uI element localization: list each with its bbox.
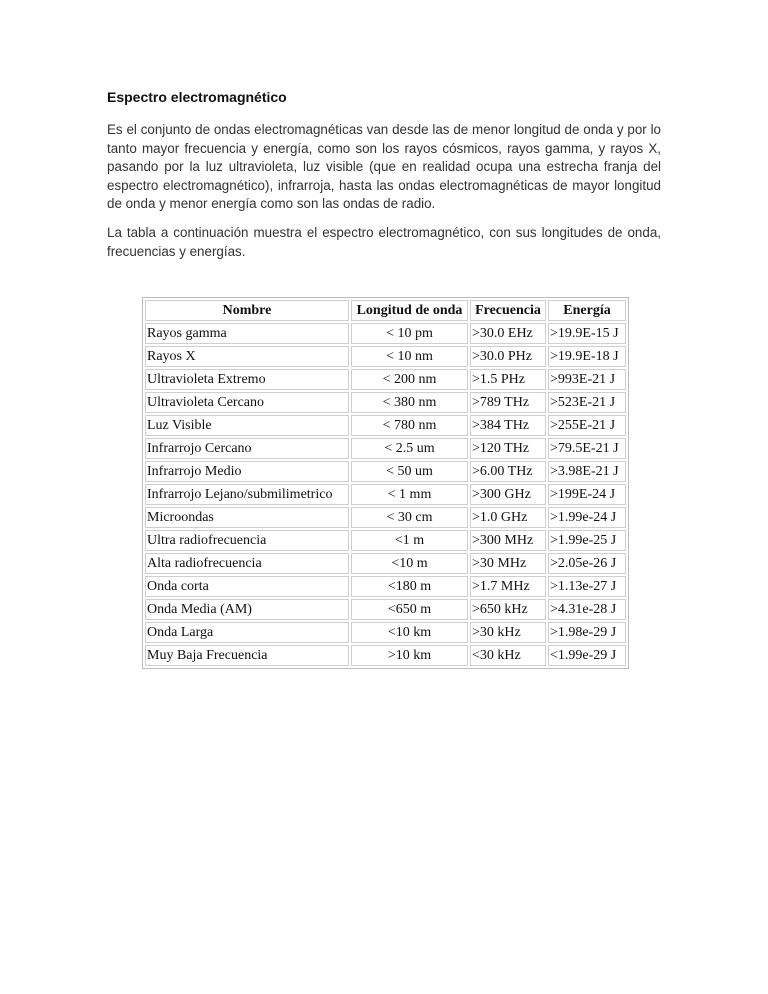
cell-frecuencia: >789 THz [470,392,546,413]
cell-energia: >4.31e-28 J [548,599,626,620]
cell-nombre: Infrarrojo Medio [145,461,349,482]
cell-nombre: Infrarrojo Lejano/submilimetrico [145,484,349,505]
table-row [145,415,626,436]
cell-longitud: < 10 pm [351,323,468,344]
cell-frecuencia: >384 THz [470,415,546,436]
header-frecuencia: Frecuencia [470,300,546,321]
table-row [145,622,626,643]
table-row [145,346,626,367]
cell-energia: >19.9E-15 J [548,323,626,344]
table-row [145,438,626,459]
cell-longitud: <10 m [351,553,468,574]
cell-longitud: < 2.5 um [351,438,468,459]
table-body [145,323,626,666]
header-energia: Energía [548,300,626,321]
cell-longitud: < 1 mm [351,484,468,505]
cell-energia: >993E-21 J [548,369,626,390]
cell-frecuencia: >30.0 EHz [470,323,546,344]
cell-longitud: >10 km [351,645,468,666]
cell-energia: >19.9E-18 J [548,346,626,367]
cell-energia: >255E-21 J [548,415,626,436]
cell-nombre: Ultravioleta Cercano [145,392,349,413]
cell-longitud: <650 m [351,599,468,620]
cell-energia: >199E-24 J [548,484,626,505]
table-row [145,599,626,620]
cell-frecuencia: >300 GHz [470,484,546,505]
cell-nombre: Microondas [145,507,349,528]
cell-energia: >3.98E-21 J [548,461,626,482]
cell-frecuencia: >1.0 GHz [470,507,546,528]
cell-frecuencia: >30 MHz [470,553,546,574]
cell-frecuencia: >30 kHz [470,622,546,643]
cell-energia: >2.05e-26 J [548,553,626,574]
document-title: Espectro electromagnético [107,89,287,105]
table-row [145,553,626,574]
table-row [145,576,626,597]
cell-longitud: < 380 nm [351,392,468,413]
table-header-row [145,300,626,321]
table-row [145,645,626,666]
cell-nombre: Ultravioleta Extremo [145,369,349,390]
cell-nombre: Ultra radiofrecuencia [145,530,349,551]
cell-nombre: Onda Larga [145,622,349,643]
cell-longitud: < 10 nm [351,346,468,367]
table-row [145,530,626,551]
cell-longitud: < 200 nm [351,369,468,390]
table-row [145,392,626,413]
cell-energia: <1.99e-29 J [548,645,626,666]
cell-frecuencia: >1.5 PHz [470,369,546,390]
cell-nombre: Rayos gamma [145,323,349,344]
cell-nombre: Onda corta [145,576,349,597]
table-row [145,369,626,390]
cell-energia: >523E-21 J [548,392,626,413]
cell-longitud: < 50 um [351,461,468,482]
cell-longitud: <180 m [351,576,468,597]
spectrum-table-container [142,297,629,669]
intro-paragraph: Es el conjunto de ondas electromagnéticas van desde las de menor longitud de onda y por lo tanto mayor frecuencia y energía, como son los rayos cósmicos, rayos gamma, y rayos X, pasando por la luz ultravioleta, luz visible (que en realidad ocupa una estrecha franja del espectro electromagnético), infrarroja, hasta las ondas electromagnéticas de mayor longitud de onda y menor energía como son las ondas de radio. [107,122,661,211]
cell-energia: >1.13e-27 J [548,576,626,597]
cell-nombre: Alta radiofrecuencia [145,553,349,574]
spectrum-table [142,297,629,669]
table-row [145,484,626,505]
cell-nombre: Muy Baja Frecuencia [145,645,349,666]
cell-longitud: <1 m [351,530,468,551]
table-row [145,323,626,344]
cell-longitud: < 30 cm [351,507,468,528]
cell-longitud: <10 km [351,622,468,643]
table-row [145,461,626,482]
header-longitud: Longitud de onda [351,300,468,321]
cell-energia: >1.99e-24 J [548,507,626,528]
cell-longitud: < 780 nm [351,415,468,436]
cell-frecuencia: >120 THz [470,438,546,459]
cell-energia: >79.5E-21 J [548,438,626,459]
cell-frecuencia: >30.0 PHz [470,346,546,367]
cell-frecuencia: >300 MHz [470,530,546,551]
cell-frecuencia: >1.7 MHz [470,576,546,597]
cell-nombre: Onda Media (AM) [145,599,349,620]
header-nombre: Nombre [145,300,349,321]
cell-nombre: Luz Visible [145,415,349,436]
cell-frecuencia: <30 kHz [470,645,546,666]
table-intro-paragraph: La tabla a continuación muestra el espectro electromagnético, con sus longitudes de onda, frecuencias y energías. [107,225,661,259]
cell-energia: >1.98e-29 J [548,622,626,643]
table-row [145,507,626,528]
cell-frecuencia: >6.00 THz [470,461,546,482]
cell-nombre: Rayos X [145,346,349,367]
cell-frecuencia: >650 kHz [470,599,546,620]
cell-energia: >1.99e-25 J [548,530,626,551]
cell-nombre: Infrarrojo Cercano [145,438,349,459]
